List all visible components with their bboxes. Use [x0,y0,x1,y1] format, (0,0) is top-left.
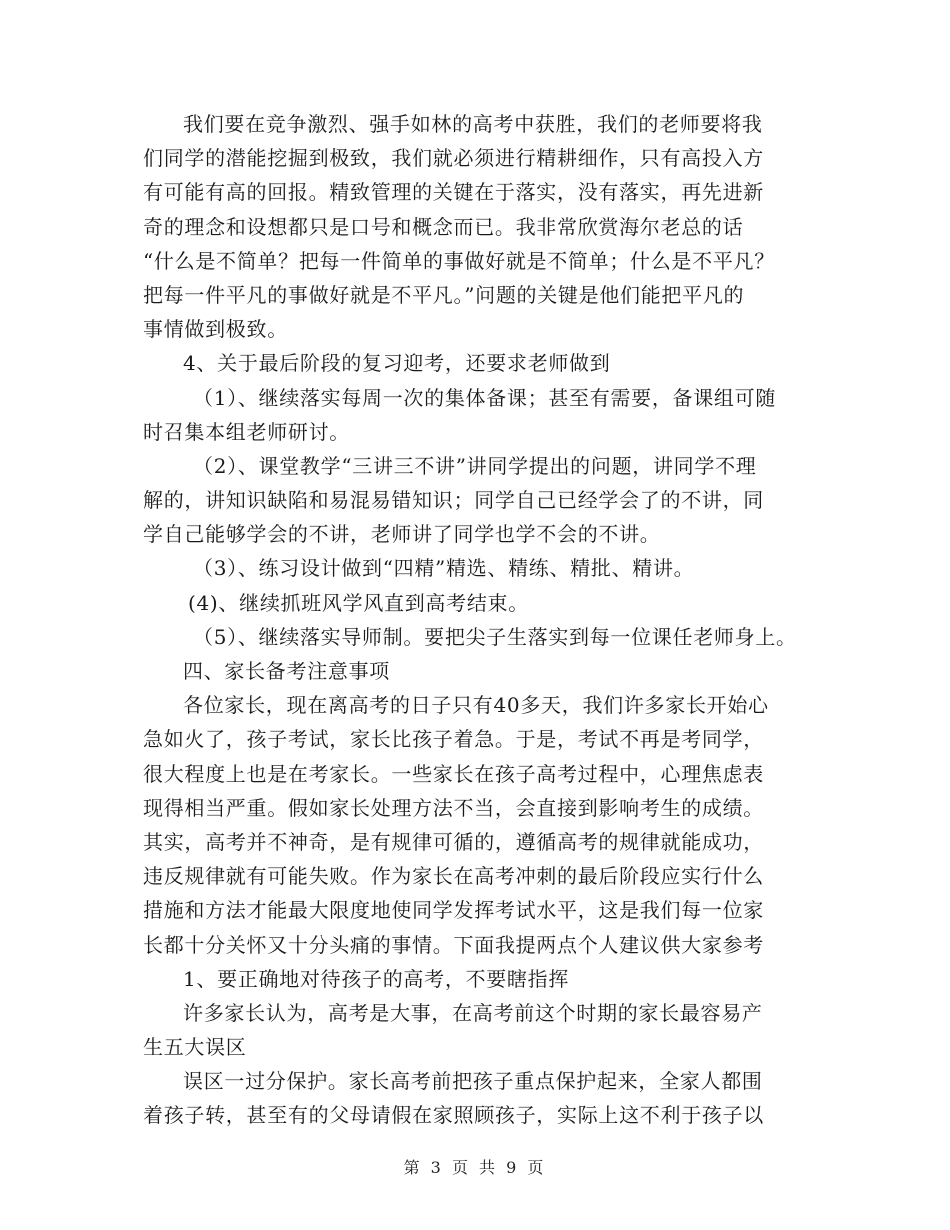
list-item-line: （5）、继续落实导师制。要把尖子生落实到每一位课任老师身上。 [193,624,797,649]
list-item-line: （1）、继续落实每周一次的集体备课；甚至有需要，备课组可随 [193,385,777,410]
list-item-line: 时召集本组老师研讨。 [143,419,350,444]
paragraph-line: 各位家长，现在离高考的日子只有40多天，我们许多家长开始心 [183,693,769,718]
paragraph-line: 事情做到极致。 [143,317,288,342]
paragraph-line: 急如火了，孩子考试，家长比孩子着急。于是，考试不再是考同学， [143,727,764,752]
list-item-line: （3）、练习设计做到“四精”精选、精练、精批、精讲。 [193,556,695,581]
list-item-line: 解的，讲知识缺陷和易混易错知识；同学自己已经学会了的不讲，同 [143,488,764,513]
page-number-footer: 第 3 页 共 9 页 [403,1158,547,1177]
paragraph-line: 我们要在竞争激烈、强手如林的高考中获胜，我们的老师要将我 [183,112,763,136]
list-item-line: 学自己能够学会的不讲，老师讲了同学也学不会的不讲。 [143,522,661,547]
paragraph-line: 其实，高考并不神奇，是有规律可循的，遵循高考的规律就能成功， [143,829,764,854]
paragraph-line: 很大程度上也是在考家长。一些家长在孩子高考过程中，心理焦虑表 [143,761,764,786]
paragraph-line: 们同学的潜能挖掘到极致，我们就必须进行精耕细作，只有高投入方 [143,146,764,171]
section-heading: 4、关于最后阶段的复习迎考，还要求老师做到 [183,351,611,376]
list-item-line: (4)、继续抓班风学风直到高考结束。 [188,590,529,615]
paragraph-line: “什么是不简单？把每一件简单的事做好就是不简单；什么是不平凡？ [143,248,775,273]
section-heading: 四、家长备考注意事项 [183,659,390,683]
section-heading: 1、要正确地对待孩子的高考，不要瞎指挥 [183,966,570,991]
paragraph-line: 有可能有高的回报。精致管理的关键在于落实，没有落实，再先进新 [143,180,764,205]
paragraph-line: 违反规律就有可能失败。作为家长在高考冲刺的最后阶段应实行什么 [143,864,764,889]
paragraph-line: 措施和方法才能最大限度地使同学发挥考试水平，这是我们每一位家 [143,898,764,923]
paragraph-line: 着孩子转，甚至有的父母请假在家照顾孩子，实际上这不利于孩子以 [143,1103,764,1128]
paragraph-line: 长都十分关怀又十分头痛的事情。下面我提两点个人建议供大家参考 [143,932,764,957]
paragraph-line: 误区一过分保护。家长高考前把孩子重点保护起来，全家人都围 [183,1069,763,1094]
paragraph-line: 把每一件平凡的事做好就是不平凡。”问题的关键是他们能把平凡的 [143,282,745,307]
paragraph-line: 奇的理念和设想都只是口号和概念而已。我非常欣赏海尔老总的话 [143,214,744,239]
paragraph-line: 生五大误区 [143,1035,247,1060]
paragraph-line: 现得相当严重。假如家长处理方法不当，会直接到影响考生的成绩。 [143,795,764,820]
paragraph-line: 许多家长认为，高考是大事，在高考前这个时期的家长最容易产 [183,1000,763,1025]
document-body [143,107,823,1133]
list-item-line: （2）、课堂教学“三讲三不讲”讲同学提出的问题，讲同学不理 [193,453,757,478]
